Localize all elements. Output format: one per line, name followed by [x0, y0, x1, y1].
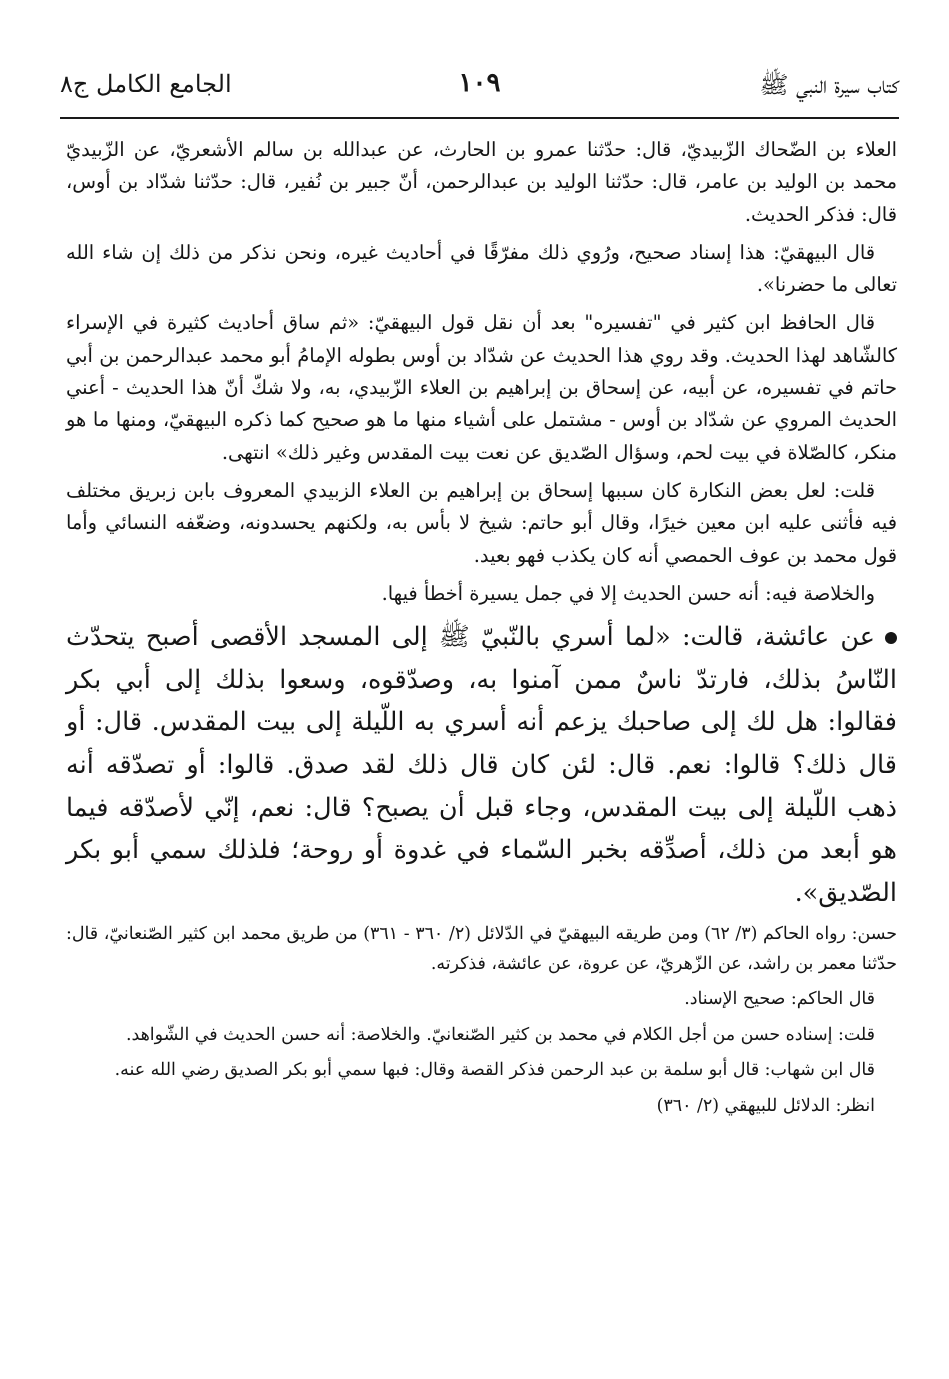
paragraph-bayhaqi: قال البيهقيّ: هذا إسناد صحيح، ورُوي ذلك مفرّقًا في أحاديث غيره، ونحن نذكر من ذلك إن شاء الله تعالى ما حضرنا». [66, 240, 897, 297]
paragraph-grading: حسن: رواه الحاكم (٣/ ٦٢) ومن طريقه البيهقيّ في الدّلائل (٢/ ٣٦٠ - ٣٦١) من طريق محمد ابن كثير الصّنعانيّ، قال: حدّثنا معمر بن راشد، عن الزّهريّ، عن عروة، عن عائشة، فذكرته. [66, 924, 897, 974]
paragraph-ibn-shihab: قال ابن شهاب: قال أبو سلمة بن عبد الرحمن فذكر القصة وقال: فبها سمي أبو بكر الصديق رضي الله عنه. [114, 1060, 875, 1081]
book-title: كتاب سيرة النبي ﷺ [759, 71, 899, 99]
bullet-icon [885, 632, 897, 644]
paragraph-conclusion: والخلاصة فيه: أنه حسن الحديث إلا في جمل يسيرة أخطأ فيها. [381, 581, 875, 605]
running-header [60, 66, 899, 106]
paragraph-ibn-kathir: قال الحافظ ابن كثير في "تفسيره" بعد أن نقل قول البيهقيّ: «ثم ساق أحاديث كثيرة في الإسراء كالشّاهد لهذا الحديث. وقد روي هذا الحديث عن شدّاد بن أوس بطوله الإمامُ أبو محمد عبدالرحمن بن أبي حاتم في تفسيره، عن أبيه، عن إسحاق بن إبراهيم بن العلاء الزّبيدي، به، ولا شكّ أنّ هذا الحديث - أعني الحديث المروي عن شدّاد بن أوس - مشتمل على أشياء منها ما هو صحيح كما ذكره البيهقيّ، ومنها ما هو منكر، كالصّلاة في بيت لحم، وسؤال الصّديق عن نعت بيت المقدس وغير ذلك» انتهى. [66, 311, 897, 464]
hadith-aisha [66, 616, 897, 914]
header-divider [60, 117, 899, 119]
paragraph-reference: انظر: الدلائل للبيهقي (٢/ ٣٦٠) [656, 1095, 875, 1116]
hadith-text: عن عائشة، قالت: «لما أسري بالنّبيّ ﷺ إلى المسجد الأقصى أصبح يتحدّث النّاسُ بذلك، فارتدّ ناسٌ ممن آمنوا به، وصدّقوه، وسعوا بذلك إلى أبي بكر فقالوا: هل لك إلى صاحبك يزعم أنه أسري به اللّيلة إلى بيت المقدس. قال: أو قال ذلك؟ قالوا: نعم. قال: لئن كان قال ذلك لقد صدق. قالوا: أو تصدّقه أنه ذهب اللّيلة إلى بيت المقدس، وجاء قبل أن يصبح؟ قال: نعم، إنّي لأصدّقه فيما هو أبعد من ذلك، أصدِّقه بخبر السّماء في غدوة أو روحة؛ فلذلك سمي أبو بكر الصّديق». [66, 622, 897, 908]
page-body [66, 134, 897, 1127]
volume-title: الجامع الكامل ج٨ [60, 70, 232, 98]
paragraph-comment: قلت: لعل بعض النكارة كان سببها إسحاق بن إبراهيم بن العلاء الزبيدي المعروف بابن زبريق مختلف فيه فأثنى عليه ابن معين خيرًا، وقال أبو حاتم: شيخ لا بأس به، ولكنهم يحسدونه، وضعّفه النسائي وأما قول محمد بن عوف الحمصي أنه كان يكذب فهو بعيد. [66, 478, 898, 567]
page-number: ١٠٩ [458, 68, 501, 98]
paragraph-note: قلت: إسناده حسن من أجل الكلام في محمد بن كثير الصّنعانيّ. والخلاصة: أنه حسن الحديث في الشّواهد. [125, 1024, 875, 1045]
paragraph-isnad: العلاء بن الضّحاك الزّبيديّ، قال: حدّثنا عمرو بن الحارث، عن عبدالله بن سالم الأشعريّ، عن الزّبيديّ محمد بن الوليد بن عامر، قال: حدّثنا الوليد بن عبدالرحمن، أنّ جبير بن نُفير، قال: حدّثنا شدّاد بن أوس، قال: فذكر الحديث. [66, 138, 897, 226]
paragraph-hakim: قال الحاكم: صحيح الإسناد. [684, 989, 875, 1010]
